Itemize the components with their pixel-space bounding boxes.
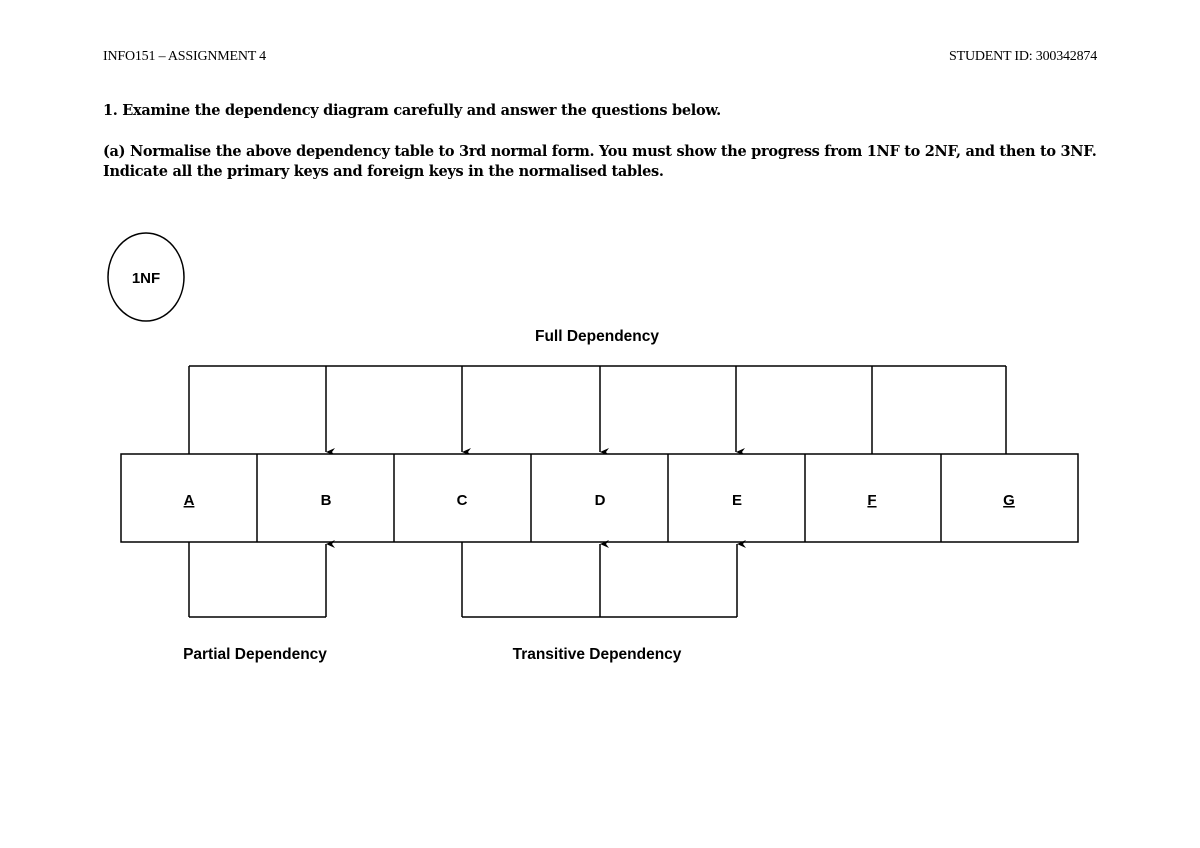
attribute-d: D	[594, 492, 606, 509]
question-1: 1. Examine the dependency diagram carefully and answer the questions below.	[103, 102, 721, 119]
transitive-dependency-arrow	[462, 542, 737, 617]
partial-dependency-label: Partial Dependency	[183, 646, 327, 663]
header-student-id: STUDENT ID: 300342874	[949, 49, 1097, 64]
full-dependency-label: Full Dependency	[534, 328, 660, 345]
attribute-table	[121, 454, 1078, 542]
normal-form-badge	[108, 233, 184, 321]
attribute-g: G	[1003, 492, 1015, 509]
question-1a: (a) Normalise the above dependency table to 3rd normal form. You must show the progress from 1NF to 2NF, and then to 3NF. Indicate all the primary keys and foreign keys in the normalised tables.	[103, 143, 1097, 180]
header-course: INFO151 – ASSIGNMENT 4	[103, 49, 266, 64]
attribute-e: E	[731, 492, 743, 509]
attribute-c: C	[456, 492, 468, 509]
full-dependency-arrows	[189, 366, 1006, 454]
attribute-f: F	[867, 492, 877, 509]
attribute-b: B	[320, 492, 332, 509]
badge-label: 1NF	[131, 270, 161, 287]
transitive-dependency-label: Transitive Dependency	[512, 646, 682, 663]
partial-dependency-arrow	[189, 542, 326, 617]
attribute-a: A	[183, 492, 195, 509]
